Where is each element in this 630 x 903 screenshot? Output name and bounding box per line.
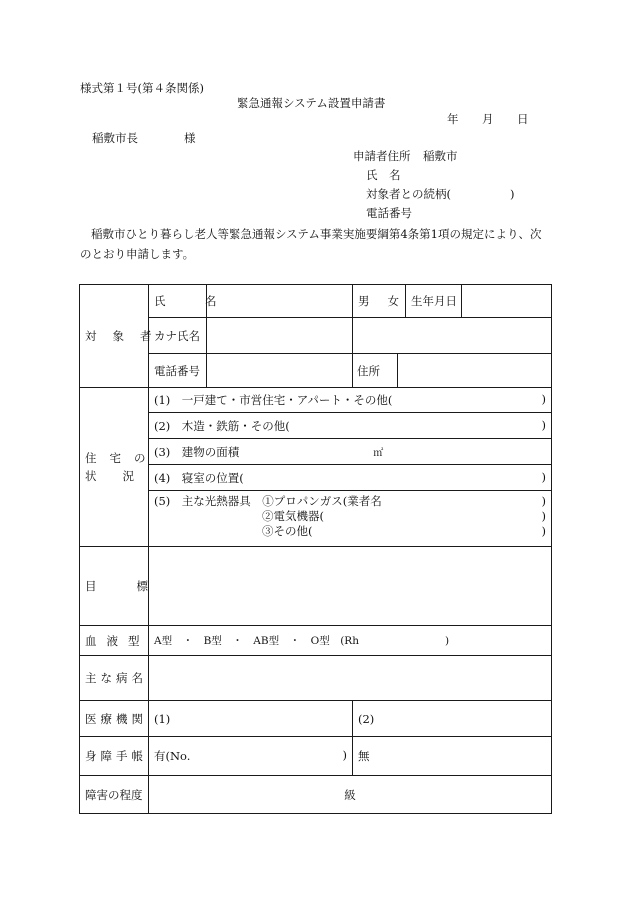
subject-phone-label: 電話番号	[149, 354, 207, 388]
subject-kana-field[interactable]	[207, 318, 353, 354]
date-year: 年	[447, 112, 459, 126]
disability-label: 身障手帳	[80, 737, 149, 776]
subject-kana-extra[interactable]	[353, 318, 552, 354]
applicant-address-label: 申請者住所	[353, 149, 411, 163]
applicant-name-label: 氏 名	[366, 168, 401, 182]
subject-label: 対象者	[80, 285, 149, 388]
form-title: 緊急通報システム設置申請書	[237, 96, 386, 110]
applicant-address-value: 稲敷市	[423, 149, 458, 163]
goal-label: 目標	[80, 547, 149, 626]
disability-no-field[interactable]: 無	[353, 737, 552, 776]
addressee: 稲敷市長	[92, 131, 138, 145]
subject-phone-field[interactable]	[207, 354, 353, 388]
subject-phone-row	[80, 354, 552, 388]
housing-row-1	[80, 388, 552, 413]
goal-row	[80, 547, 552, 626]
subject-birth-label: 生年月日	[406, 285, 462, 318]
applicant-relation-label: 対象者との続柄(	[366, 187, 451, 201]
blood-options[interactable]: A型 ・ B型 ・ AB型 ・ O型 (Rh )	[149, 626, 552, 656]
disability-yes-field[interactable]: 有(No. )	[149, 737, 353, 776]
degree-row	[80, 776, 552, 814]
housing-heating-field[interactable]: (5) 主な光熱器具 ①プロパンガス(業者名 ) ②電気機器( ) ③その他( )	[149, 491, 552, 547]
housing-row-2	[80, 413, 552, 439]
date-month: 月	[482, 112, 494, 126]
disability-row	[80, 737, 552, 776]
disease-field[interactable]	[149, 656, 552, 701]
sex-female: 女	[387, 294, 399, 308]
blood-label: 血液型	[80, 626, 149, 656]
subject-name-row	[80, 285, 552, 318]
subject-birth-field[interactable]	[462, 285, 552, 318]
housing-type-field[interactable]: (1) 一戸建て・市営住宅・アパート・その他( )	[149, 388, 552, 413]
date-day: 日	[517, 112, 529, 126]
goal-field[interactable]	[149, 547, 552, 626]
form-number: 様式第１号(第４条関係)	[80, 81, 204, 95]
applicant-phone-label: 電話番号	[366, 206, 412, 220]
degree-field[interactable]: 級	[149, 776, 552, 814]
degree-label: 障害の程度	[80, 776, 149, 814]
housing-label: 住宅の 状況	[80, 388, 149, 547]
subject-kana-label: カナ氏名	[149, 318, 207, 354]
subject-name-label: 氏 名	[149, 285, 207, 318]
sex-male: 男	[358, 294, 370, 308]
intro-text: 稲敷市ひとり暮らし老人等緊急通報システム事業実施要綱第4条第1項の規定により、次のとおり申請します。	[80, 227, 542, 261]
addressee-honorific: 様	[184, 131, 196, 145]
subject-address-label: 住所	[353, 354, 398, 388]
subject-sex[interactable]	[353, 285, 406, 318]
medical-field-1[interactable]: (1)	[149, 701, 353, 737]
subject-address-field[interactable]	[398, 354, 552, 388]
medical-row	[80, 701, 552, 737]
blood-row	[80, 626, 552, 656]
area-unit: ㎡	[373, 447, 384, 459]
applicant-relation-close: )	[510, 187, 515, 201]
application-table	[79, 284, 552, 814]
housing-row-5	[80, 491, 552, 547]
housing-bedroom-field[interactable]: (4) 寝室の位置( )	[149, 465, 552, 491]
disease-row	[80, 656, 552, 701]
disease-label: 主な病名	[80, 656, 149, 701]
housing-area-field[interactable]: (3) 建物の面積 ㎡	[149, 439, 552, 465]
medical-field-2[interactable]: (2)	[353, 701, 552, 737]
housing-structure-field[interactable]: (2) 木造・鉄筋・その他( )	[149, 413, 552, 439]
medical-label: 医療機関	[80, 701, 149, 737]
